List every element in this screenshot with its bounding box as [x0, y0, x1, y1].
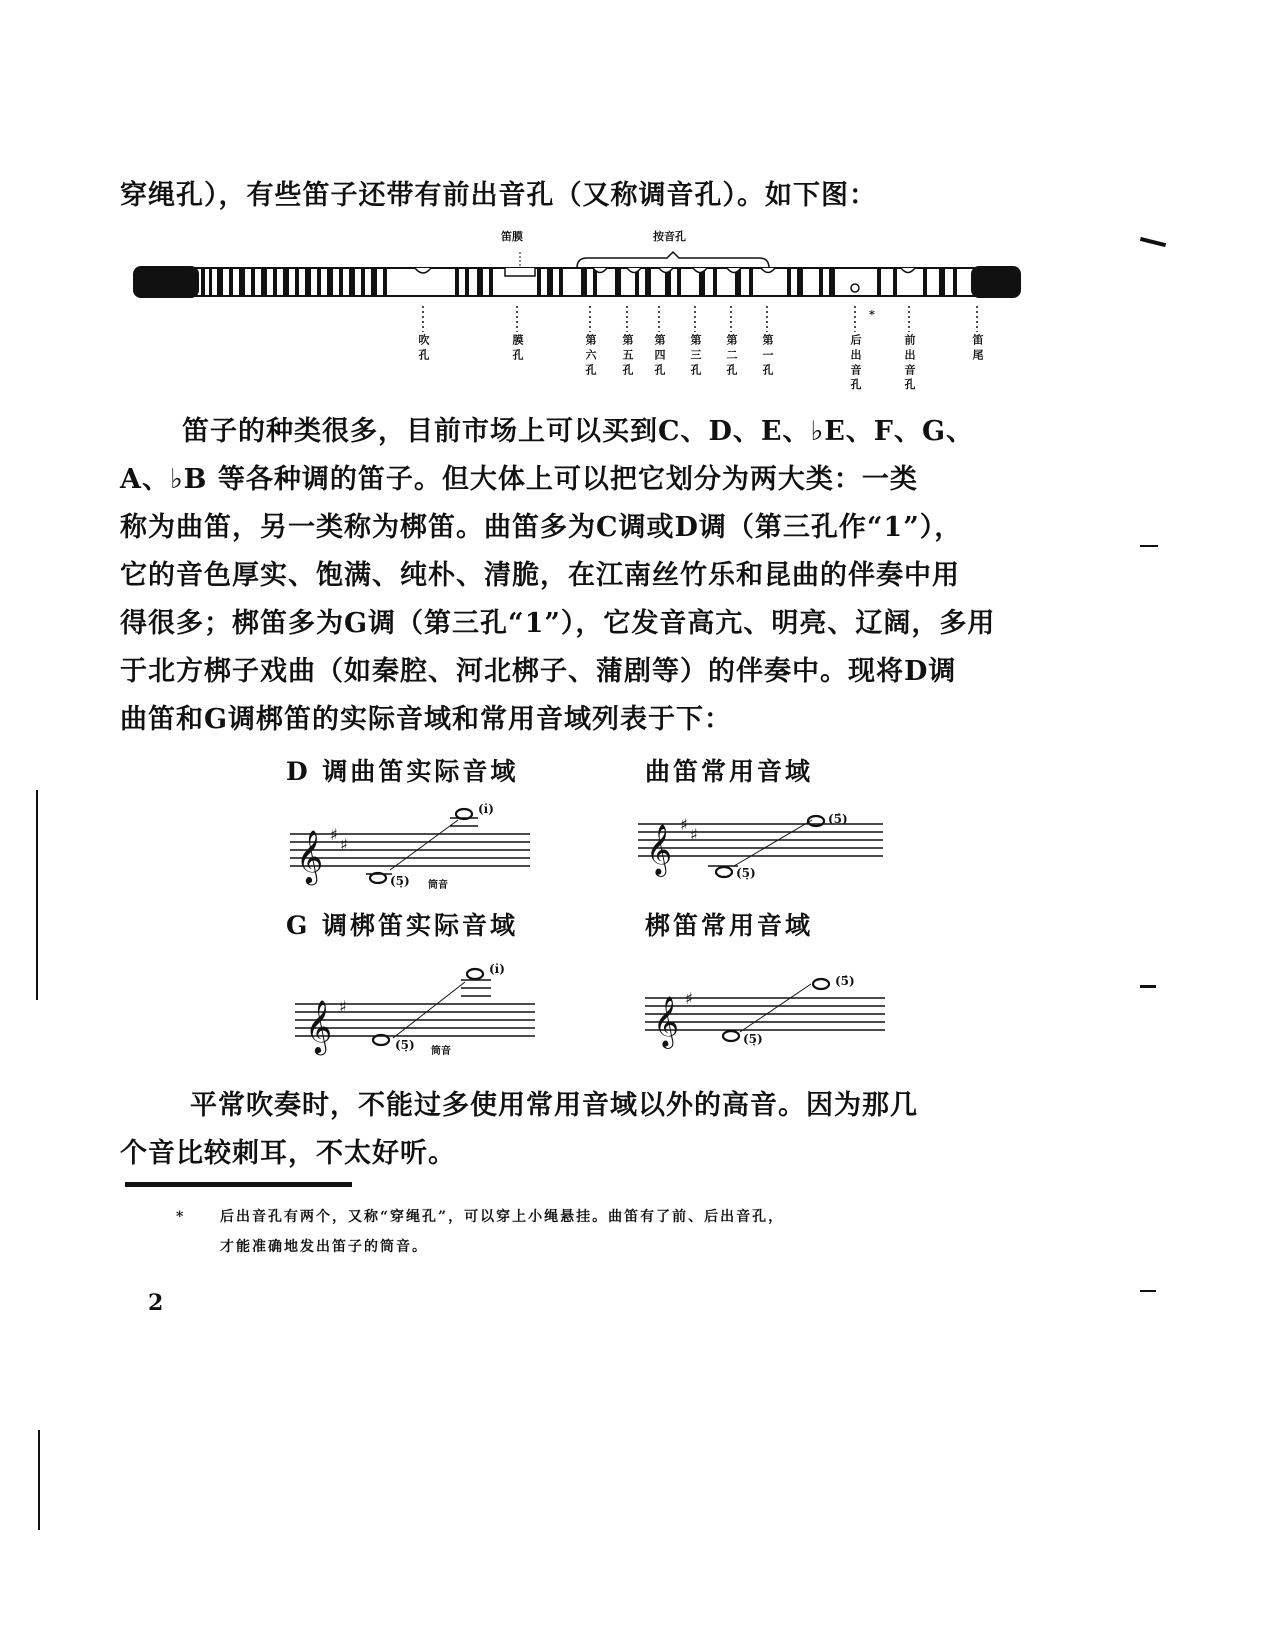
- staff-lines: [295, 962, 545, 1062]
- d-common-range-title: 曲笛常用音域: [645, 757, 814, 786]
- scan-edge-mark: [1140, 1290, 1156, 1292]
- hole-label: 后 出 音 孔: [849, 334, 862, 390]
- svg-text:𝄞: 𝄞: [296, 829, 324, 883]
- g-common-range-title: 梆笛常用音域: [645, 911, 814, 940]
- text-line: 个音比较刺耳，不太好听。: [120, 1138, 456, 1169]
- svg-text:♯: ♯: [685, 989, 693, 1008]
- footnote-marker: *: [176, 1209, 186, 1225]
- staff-lines: [638, 810, 888, 895]
- flute-diagram: [125, 228, 1035, 398]
- hole-label: 第 五 孔: [621, 334, 634, 375]
- label-finger-holes: 按音孔: [653, 230, 686, 243]
- footnote-line: 后出音孔有两个，又称“穿绳孔”，可以穿上小绳悬挂。曲笛有了前、后出音孔，: [220, 1209, 785, 1225]
- svg-text:♯: ♯: [339, 997, 347, 1016]
- scan-edge-mark: [1140, 985, 1156, 988]
- intro-line: 穿绳孔），有些笛子还带有前出音孔（又称调音孔）。如下图：: [120, 180, 877, 211]
- hole-label: 前 出 音 孔: [903, 334, 916, 390]
- g-actual-range-title: G 调梆笛实际音域: [286, 911, 519, 940]
- hole-label: 第 一 孔: [761, 334, 774, 375]
- d-actual-range-title: D 调曲笛实际音域: [286, 757, 519, 786]
- hole-label: 第 三 孔: [689, 334, 702, 375]
- hole-label: 第 四 孔: [653, 334, 666, 375]
- low-note-label: (5̣): [390, 874, 410, 888]
- open-note-label: 筒音: [428, 880, 448, 891]
- text-line: A、♭B 等各种调的笛子。但大体上可以把它划分为两大类：一类: [120, 464, 918, 495]
- svg-text:♯: ♯: [680, 815, 688, 834]
- text-line: 得很多；梆笛多为G调（第三孔“1”），它发音高亢、明亮、辽阔，多用: [120, 608, 996, 639]
- svg-text:♯: ♯: [330, 825, 338, 844]
- scan-edge-mark: [36, 790, 38, 1000]
- text-line: 它的音色厚实、饱满、纯朴、清脆，在江南丝竹乐和昆曲的伴奏中用: [120, 560, 960, 591]
- text-line: 曲笛和G调梆笛的实际音域和常用音域列表于下：: [120, 704, 733, 735]
- svg-text:♯: ♯: [690, 825, 698, 844]
- svg-text:𝄞: 𝄞: [653, 996, 680, 1047]
- hole-label: 笛 尾: [971, 334, 984, 360]
- paragraph-flute-types: [120, 408, 995, 744]
- hole-label: 膜 孔: [511, 334, 524, 360]
- staff-d-common: [638, 810, 888, 895]
- text-line: 平常吹奏时，不能过多使用常用音域以外的高音。因为那几: [190, 1090, 918, 1121]
- text-line: 笛子的种类很多，目前市场上可以买到C、D、E、♭E、F、G、: [182, 416, 975, 447]
- hole-label: 第 六 孔: [584, 334, 597, 375]
- paragraph-high-notes: [120, 1082, 918, 1178]
- high-note-label: (5̇): [828, 812, 848, 826]
- page-number: 2: [148, 1290, 164, 1316]
- open-note-label: 筒音: [431, 1046, 451, 1057]
- svg-text:𝄞: 𝄞: [305, 999, 333, 1053]
- scan-edge-mark: [38, 1430, 40, 1530]
- text-line: 称为曲笛，另一类称为梆笛。曲笛多为C调或D调（第三孔作“1”），: [120, 512, 963, 543]
- footnote-line: 才能准确地发出笛子的筒音。: [220, 1239, 428, 1255]
- asterisk-mark: *: [869, 308, 875, 321]
- staff-lines: [290, 800, 540, 895]
- hole-label: 第 二 孔: [725, 334, 738, 375]
- low-note-label: (5̣): [736, 866, 756, 880]
- scan-edge-mark: [1140, 237, 1166, 247]
- svg-text:𝄞: 𝄞: [646, 824, 673, 875]
- high-note-label: (5̇): [835, 974, 855, 988]
- footnote-rule: [125, 1182, 352, 1187]
- staff-g-common: [645, 972, 895, 1057]
- svg-text:♯: ♯: [340, 835, 348, 854]
- low-note-label: (5̣): [743, 1032, 763, 1046]
- flute-body: [125, 228, 1035, 398]
- staff-g-actual: [295, 962, 545, 1062]
- high-note-label: (i̇): [489, 962, 505, 976]
- footnote: [176, 1202, 784, 1262]
- high-note-label: (i̇): [478, 802, 494, 816]
- scan-edge-mark: [1140, 545, 1158, 547]
- hole-label: 吹 孔: [417, 334, 430, 360]
- low-note-label: (5̣): [395, 1038, 415, 1052]
- label-membrane: 笛膜: [501, 230, 523, 243]
- text-line: 于北方梆子戏曲（如秦腔、河北梆子、蒲剧等）的伴奏中。现将D调: [120, 656, 957, 687]
- staff-d-actual: [290, 800, 540, 895]
- staff-lines: [645, 972, 895, 1057]
